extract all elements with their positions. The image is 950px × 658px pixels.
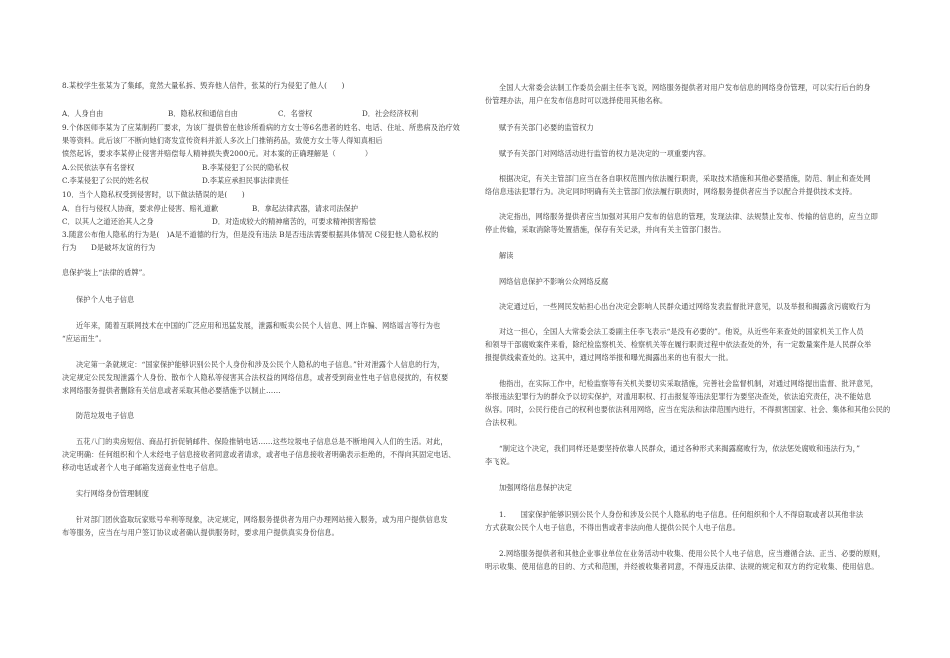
paragraph-line: 移动电话或者个人电子邮箱发送商业性电子信息。 — [62, 463, 223, 472]
paragraph-line: 对这一担心，全国人大常委会法工委副主任李飞表示“是没有必要的”。他说，从近些年来查处的国家机关工作人员 — [499, 327, 864, 336]
q9-line: 愤然起诉，要求李某停止侵害并赔偿每人精神损失费2000元。对本案的正确理解是（ ） — [62, 149, 373, 158]
paragraph-line: 决定第一条就规定：“国家保护能够识别公民个人身份和涉及公民个人隐私的电子信息。”针对泄露个人信息的行为， — [76, 360, 445, 369]
q9-option-a: A.公民依法享有名誉权 — [62, 163, 135, 172]
paragraph-line: 全国人大常委会法制工作委员会副主任李飞说，网络服务提供者对用户发布信息的网络身份管理，可以实行后台的身 — [499, 83, 871, 92]
paragraph-line: 决定指出，网络服务提供者应当加强对其用户发布的信息的管理，发现法律、法规禁止发布、传输的信息的，应当立即 — [499, 212, 878, 221]
paragraph-line: 2.网络服务提供者和其他企业事业单位在业务活动中收集、使用公民个人电子信息，应当遵循合法、正当、必要的原则， — [499, 549, 886, 558]
paragraph-line: 络信息违法犯罪行为。决定同时明确有关主管部门依法履行职责时，网络服务提供者应当予以配合并提供技术支持。 — [485, 187, 857, 196]
section-heading: 加强网络信息保护决定 — [499, 483, 572, 492]
q10-option-c: C．以其人之道还治其人之身 — [62, 217, 154, 226]
section-heading: 防范垃圾电子信息 — [76, 411, 135, 420]
paragraph-line: 五花八门的卖房短信、商品打折促销邮件、保险推销电话……这些垃圾电子信息总是不断地闯入人们的生活。对此， — [76, 437, 448, 446]
paragraph-line: 份管理办法，用户在发布信息时可以选择使用其他名称。 — [485, 96, 668, 105]
paragraph-line: 停止传输，采取消除等处置措施，保存有关记录，并向有关主管部门报告。 — [485, 225, 726, 234]
q8-stem: 8.某校学生张某为了集邮，竟然大量私拆、毁弃他人信件，张某的行为侵犯了他人( ) — [62, 81, 345, 90]
section-heading: 实行网络身份管理制度 — [76, 489, 149, 498]
q9-option-d: D.李某应承担民事法律责任 — [202, 176, 289, 185]
paragraph-line: 决定通过后，一些网民发帖担心出台决定会影响人民群众通过网络发表监督批评意见，以及举报和揭露贪污腐败行为 — [499, 302, 871, 311]
q3-line: 3.随意公布他人隐私的行为是( )A是不道德的行为，但是没有违法 B是否违法需要根据具体情况 C侵犯他人隐私权的 — [62, 230, 439, 239]
q8-option-b: B．隐私权和通信自由 — [168, 109, 238, 118]
q9-line: 9.个体医师李某为了应某制药厂要求，为该厂提供曾在他诊所看病的方女士等6名患者的姓名、电话、住址、所患病及治疗效 — [62, 123, 460, 132]
section-heading: 网络信息保护不影响公众网络反腐 — [499, 277, 609, 286]
paragraph-line: 决定规定公民发现泄露个人身份、散布个人隐私等侵害其合法权益的网络信息，或者受到商业性电子信息侵扰的，有权要 — [62, 373, 449, 382]
q9-line: 果等资料。此后该厂不断向她们寄发宣传资料并派人多次上门推销药品，致使方女士等人得知真相后 — [62, 136, 383, 145]
paragraph-line: 针对部门团伙盗取玩家账号牟利等现象，决定规定，网络服务提供者为用户办理网站接入服务，或为用户提供信息发 — [76, 515, 448, 524]
q10-option-d: D．对造成较大的精神痛苦的，可要求精神损害赔偿 — [212, 217, 376, 226]
paragraph-line: 和领导干部腐败案件来看，除纪检监察机关、检察机关等在履行职责过程中依法查处的外，有一定数量案件是人民群众举 — [485, 340, 872, 349]
paragraph-line: “制定这个决定，我们同样还是要坚持依靠人民群众，通过各种形式来揭露腐败行为，依法惩处腐败和违法行为，” — [499, 444, 861, 453]
paragraph-line: 近年来，随着互联网技术在中国的广泛应用和迅猛发展，泄露和贩卖公民个人信息、网上诈骗、网络谣言等行为也 — [76, 321, 441, 330]
q10-option-b: B．拿起法律武器，请求司法保护 — [252, 204, 358, 213]
paragraph-line: 李飞说。 — [485, 457, 515, 466]
q8-option-a: A．人身自由 — [62, 109, 104, 118]
intro-text: 息保护装上“法律的盾牌”。 — [62, 268, 150, 277]
paragraph-line: 决定明确：任何组织和个人未经电子信息接收者同意或者请求，或者电子信息接收者明确表示拒绝的，不得向其固定电话、 — [62, 450, 456, 459]
section-heading: 赋予有关部门必要的监管权力 — [499, 123, 594, 132]
paragraph-line: 合法权利。 — [485, 418, 522, 427]
q9-option-c: C.李某侵犯了公民的姓名权 — [62, 176, 149, 185]
paragraph-line: 根据决定，有关主管部门应当在各自职权范围内依法履行职责，采取技术措施和其他必要措施，防范、制止和查处网 — [499, 174, 871, 183]
paragraph-line: 求网络服务提供者删除有关信息或者采取其他必要措施予以制止…… — [62, 386, 281, 395]
paragraph-line: 举报违法犯罪行为的群众予以切实保护，对滥用职权、打击报复等违法犯罪行为要坚决查处，依法追究责任，决不能姑息 — [485, 392, 872, 401]
paragraph-line: 方式获取公民个人电子信息，不得出售或者非法向他人提供公民个人电子信息。 — [485, 523, 741, 532]
paragraph-line: 他指出，在实际工作中，纪检监察等有关机关要切实采取措施，完善社会监督机制，对通过网络提出监督、批评意见， — [499, 379, 878, 388]
paragraph-line: 明示收集、使用信息的目的、方式和范围，并经被收集者同意，不得违反法律、法规的规定和双方的约定收集、使用信息。 — [485, 562, 879, 571]
section-heading: 保护个人电子信息 — [76, 295, 135, 304]
q3-line: 行为 D是破坏友谊的行为 — [62, 243, 156, 252]
q10-option-a: A．自行与侵权人协商，要求停止侵害、赔礼道歉 — [62, 204, 219, 213]
paragraph-line: 布等服务，应当在与用户签订协议或者确认提供服务时，要求用户提供真实身份信息。 — [62, 528, 339, 537]
q8-option-d: D．社会经济权利 — [362, 109, 419, 118]
q10-stem: 10．当个人隐私权受到侵害时，以下做法错误的是( ) — [62, 190, 245, 199]
paragraph-line: 赋予有关部门对网络活动进行监管的权力是决定的一项重要内容。 — [499, 149, 711, 158]
paragraph-line: 1. 国家保护能够识别公民个人身份和涉及公民个人隐私的电子信息。任何组织和个人不得窃取或者以其他非法 — [499, 510, 864, 519]
paragraph-line: 纵容。同时，公民行使自己的权利也要依法利用网络，应当在宪法和法律范围内进行，不得损害国家、社会、集体和其他公民的 — [485, 405, 891, 414]
q8-option-c: C．名誉权 — [278, 109, 313, 118]
paragraph-line: 报提供线索查处的。这其中，通过网络举报和曝光揭露出来的也有很大一批。 — [485, 353, 733, 362]
q9-option-b: B.李某侵犯了公民的隐私权 — [202, 163, 289, 172]
section-heading: 解读 — [499, 251, 514, 260]
paragraph-line: “应运而生”。 — [62, 334, 106, 343]
